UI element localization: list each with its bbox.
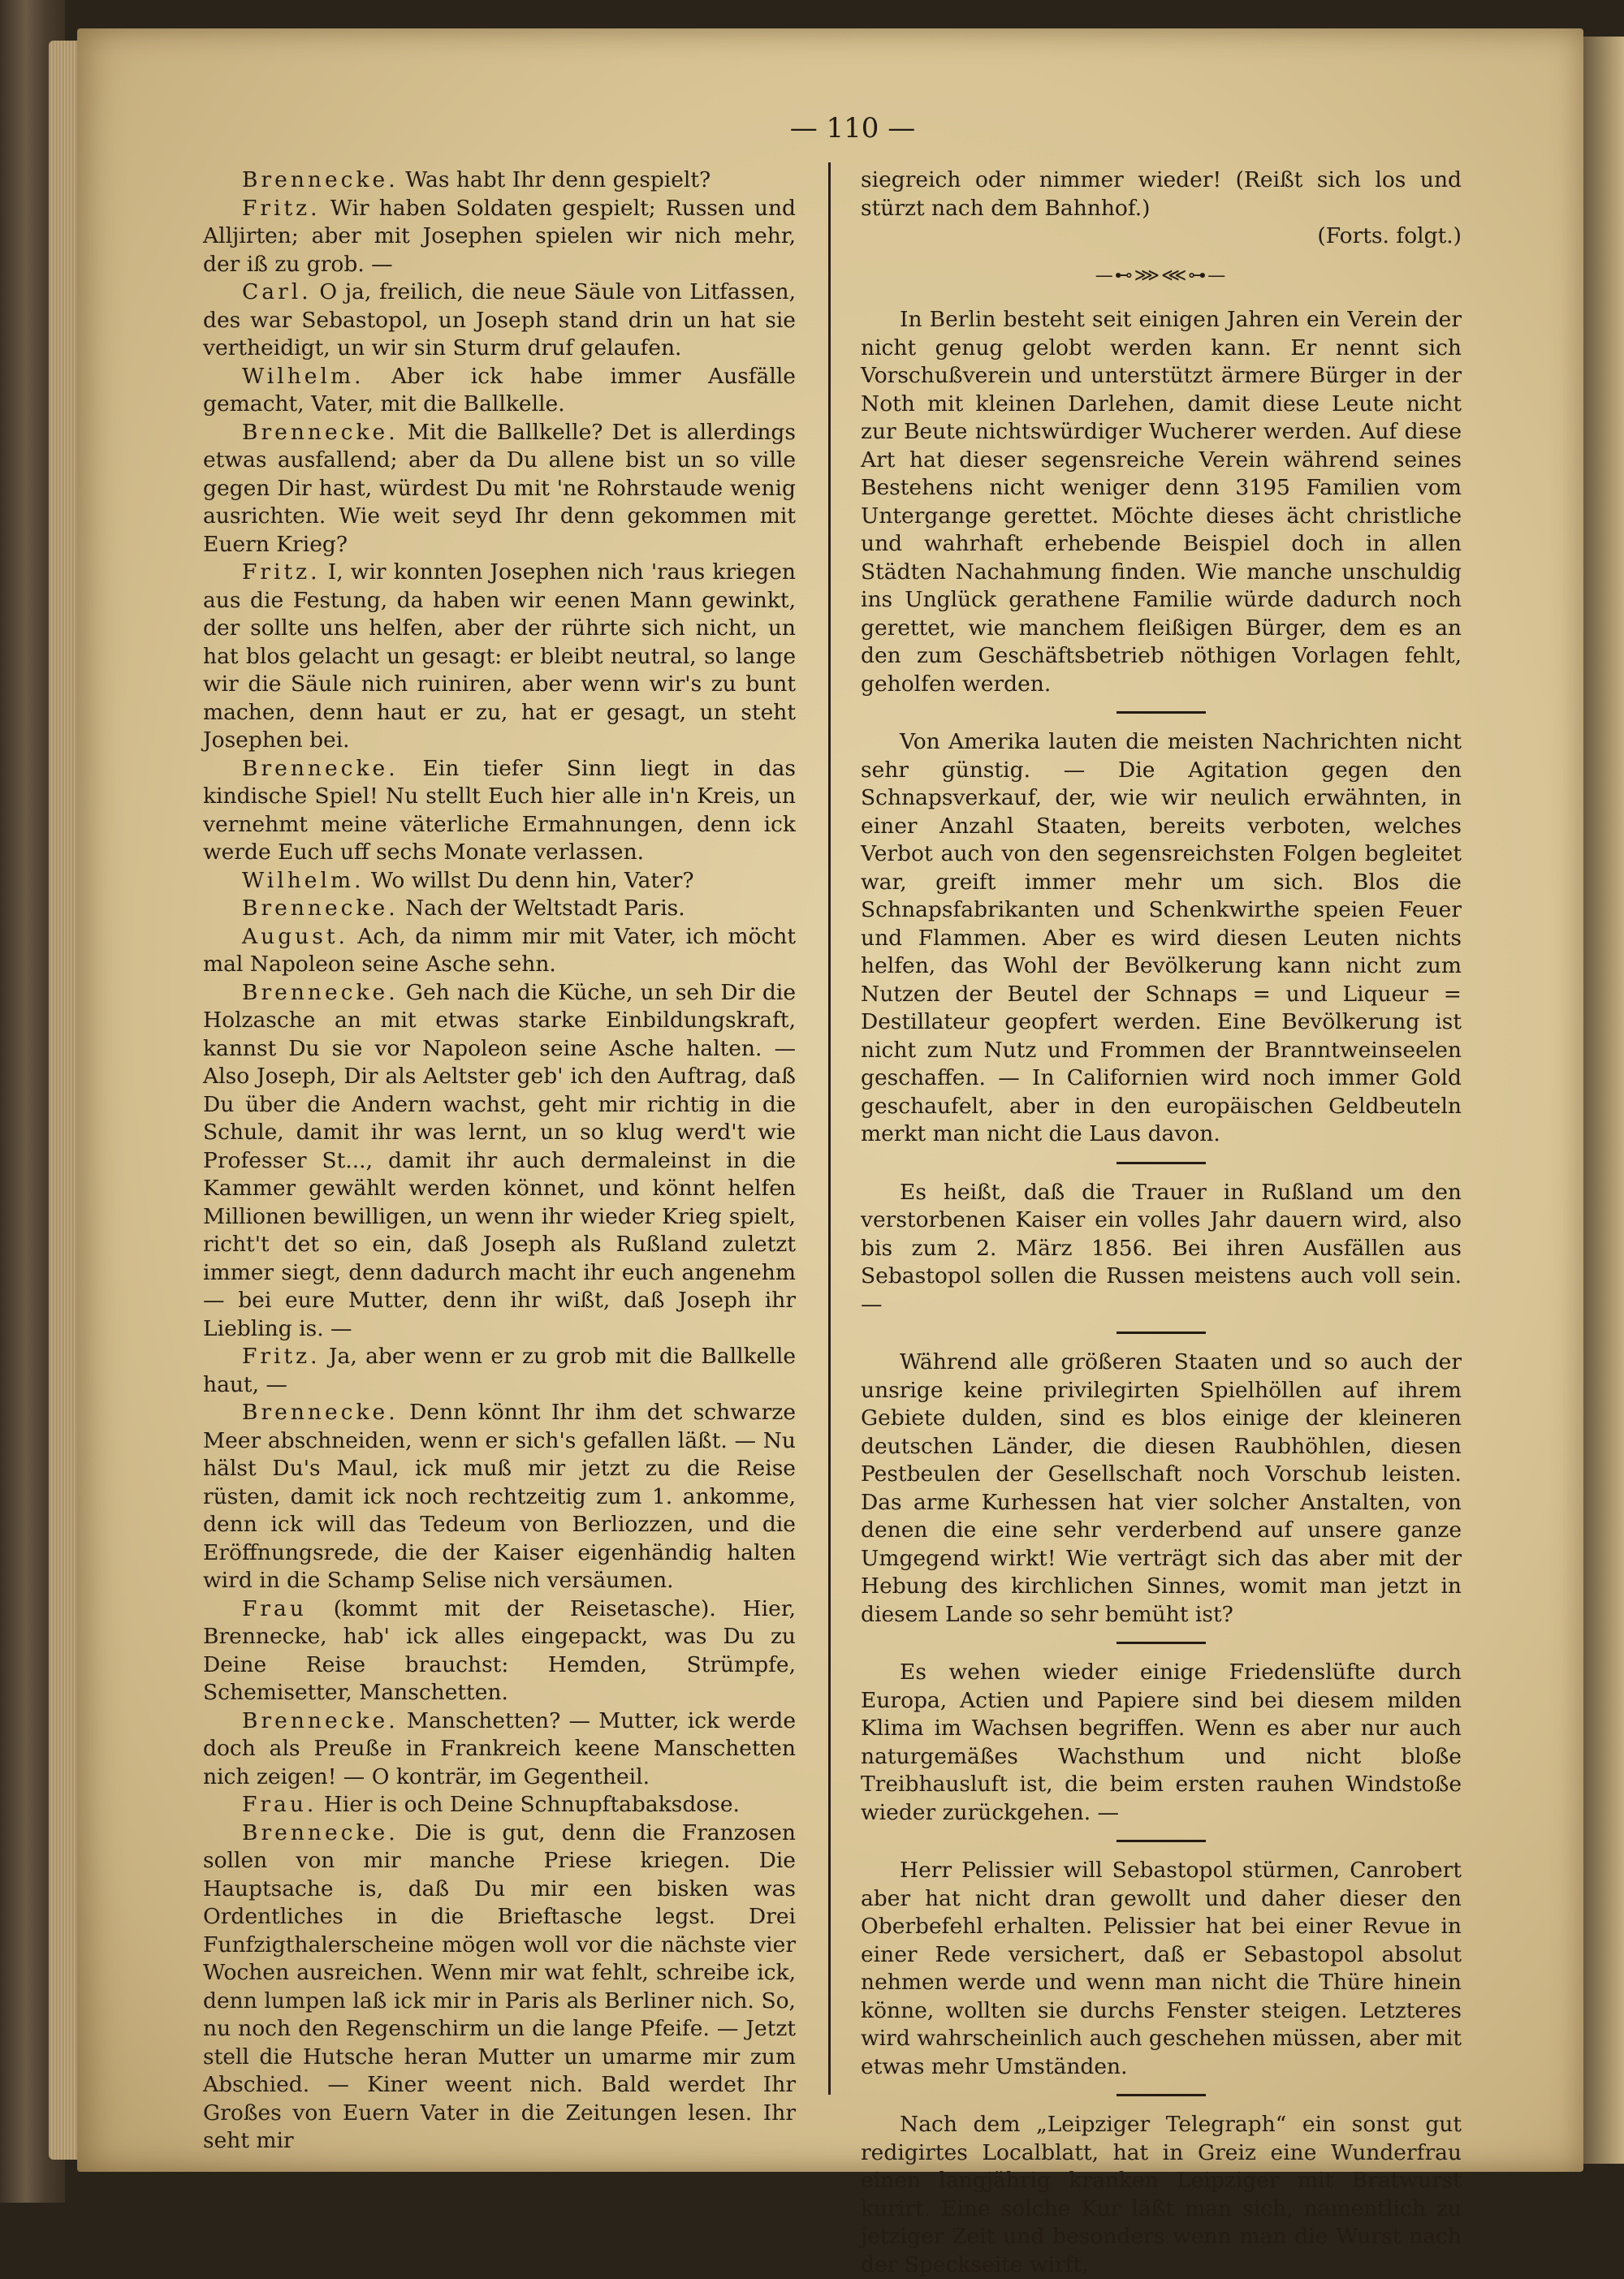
dialogue-line [203,923,796,979]
speaker-name: Fritz. [242,195,321,221]
dialogue-line [203,1819,796,2156]
speaker-name: Brennecke. [242,979,399,1005]
section-rule [1116,1840,1206,1842]
dialogue-line [203,1595,796,1707]
dialogue-text: Hier is och Deine Schnupftabaksdose. [317,1792,740,1817]
dialogue-line [203,195,796,279]
dialogue-text: Manschetten? — Mutter, ick werde doch als Preuße in Frankreich keene Manschetten nich zeigen! — O konträr, im Gegentheil. [203,1707,796,1789]
dialogue-text: (kommt mit der Reisetasche). Hier, Brennecke, hab' ick alles eingepackt, was Du zu Deine Reise brauchst: Hemden, Strümpfe, Schemisetter, Manschetten. [203,1595,796,1705]
dialogue-line [203,559,796,755]
article-russland: Es heißt, daß die Trauer in Rußland um den verstorbenen Kaiser ein volles Jahr dauern wird, also bis zum 2. März 1856. Bei ihren Ausfällen aus Sebastopol sollen die Russen meistens auch voll sein. — [861,1179,1462,1317]
speaker-name: Brennecke. [242,1707,399,1733]
dialogue-text: Ach, da nimm mir mit Vater, ich möcht mal Napoleon seine Asche sehn. [203,923,796,977]
article-pelissier: Herr Pelissier will Sebastopol stürmen, Canrobert aber hat nicht dran gewollt und daher dieser den Oberbefehl erhalten. Pelissier hat bei einer Revue in einer Rede versichert, daß er Sebastopol absolut nehmen werde und wenn man nicht die Thüre hinein könne, wollten sie durchs Fenster steigen. Letzteres wird wahrscheinlich auch geschehen müssen, aber mit etwas mehr Umständen. [861,1858,1462,2079]
speaker-name: Wilhelm. [242,363,365,389]
speaker-name: Brennecke. [242,1400,399,1425]
article-wunderfrau: Nach dem „Leipziger Telegraph“ ein sonst gut redigirtes Localblatt, hat in Greiz eine Wunderfrau einen langjährig kranken Leipziger mit Bratwurst kurirt. Eine solche Kur läßt man sich, namentlich zu jetziger Zeit und besonders wenn man die Wurst nach der Speckseite wirft, [861,2112,1462,2277]
dialogue-text: Wir haben Soldaten gespielt; Russen und Alljirten; aber mit Josephen spielen wir nich mehr, der iß zu grob. — [203,195,796,277]
dialogue-text: Nach der Weltstadt Paris. [398,896,685,921]
article-spielhoellen: Während alle größeren Staaten und so auch der unsrige keine privilegirten Spielhöllen auf ihrem Gebiete dulden, sind es blos einige der kleineren deutschen Länder, die diesen Raubhöhlen, diesen Pestbeulen der Gesellschaft noch Vorschub leisten. Das arme Kurhessen hat vier solcher Anstalten, von denen die eine sehr verderbend auf unsere ganze Umgegend wirkt! Wie verträgt sich das aber mit der Hebung des kirchlichen Sinnes, womit man jetzt in diesem Lande so sehr bemüht ist? [861,1349,1462,1627]
article-friedensluefte: Es wehen wieder einige Friedenslüfte durch Europa, Actien und Papiere sind bei diesem milden Klima im Wachsen begriffen. Wenn es aber nur auch naturgemäßes Wachsthum und nicht bloße Treibhausluft ist, die beim ersten rauhen Windstoße wieder zurückgehen. — [861,1660,1462,1825]
dialogue-line [203,419,796,559]
page-edges [49,41,81,2160]
right-column [861,166,1462,2279]
speaker-name: Fritz. [242,1344,321,1369]
dialogue-line [203,867,796,896]
dialogue-line [203,278,796,363]
column-divider [828,162,831,2095]
page-number: — 110 — [789,112,916,145]
dialogue-text: I, wir konnten Josephen nich 'raus kriegen aus die Festung, da haben wir eenen Mann gewinkt, der sollte uns helfen, aber der rührte sich nicht, un hat blos gelacht un gesagt: er bleibt neutral, so lange wir die Säule nich ruiniren, aber wenn wir's zu bunt machen, denn haut er zu, hat er gesagt, un steht Josephen bei. [203,559,796,753]
dialogue-text: Denn könnt Ihr ihm det schwarze Meer abschneiden, wenn er sich's gefallen läßt. — Nu hälst Du's Maul, ick muß mir jetzt zu die Reise rüsten, damit ick noch rechtzeitig zum 1. ankomme, denn ick will das Tedeum von Berliozzen, und die Eröffnungsrede, die der Kaiser eigenhändig halten wird in die Schamp Selise nich versäumen. [203,1400,796,1593]
dialogue-line [203,895,796,923]
continued-note: (Forts. folgt.) [1317,223,1462,248]
section-rule [1116,1332,1206,1334]
dialogue-text: Geh nach die Küche, un seh Dir die Holzasche an mit etwas starke Einbildungskraft, kannst Du sie vor Napoleon seine Asche halten. — Also Joseph, Dir als Aeltster geb' ich den Auftrag, daß Du über die Andern wachst, geht mir richtig in die Schule, damit ihr was lernt, un so klug werd't wie Professer St..., damit ihr auch dermaleinst in die Kammer gewählt werden könnet, und könnt helfen Millionen bewilligen, un wenn ihr wieder Krieg spielt, richt't det so ein, daß Joseph als Rußland zuletzt immer siegt, denn dadurch macht ihr euch angenehm — bei eure Mutter, denn ihr wißt, daß Joseph ihr Liebling is. — [203,979,796,1341]
play-continuation: siegreich oder nimmer wieder! (Reißt sich los und stürzt nach dem Bahnhof.) [861,167,1462,221]
ornament-divider: —⊷⋙⋘⊶— [1095,265,1228,286]
section-rule [1116,1162,1206,1164]
speaker-name: Carl. [242,279,312,304]
section-rule [1116,711,1206,714]
dialogue-text: Aber ick habe immer Ausfälle gemacht, Vater, mit die Ballkelle. [203,363,796,417]
dialogue-text: Was habt Ihr denn gespielt? [398,167,711,192]
speaker-name: Frau [242,1595,307,1621]
dialogue-text: Ein tiefer Sinn liegt in das kindische Spiel! Nu stellt Euch hier alle in'n Kreis, un vernehmt meine väterliche Ermahnungen, denn ick werde Euch uff sechs Monate verlassen. [203,755,796,865]
speaker-name: Brennecke. [242,167,399,192]
dialogue-line [203,363,796,419]
article-amerika: Von Amerika lauten die meisten Nachrichten nicht sehr günstig. — Die Agitation gegen den Schnapsverkauf, der, wie wir neulich erwähnten, in einer Anzahl Staaten, bereits verboten, welches Verbot auch von den segensreichsten Folgen begleitet war, greift immer mehr um sich. Blos die Schnapsfabrikanten und Schenkwirthe speien Feuer und Flammen. Aber es wird diesen Leuten nichts helfen, das Wohl der Bevölkerung kann nicht zum Nutzen der Beutel der Schnaps = und Liqueur = Destillateur geopfert werden. Eine Bevölkerung ist nicht zum Nutz und Frommen der Branntweinseelen geschaffen. — In Californien wird noch immer Gold geschaufelt, aber in den europäischen Geldbeuteln merkt man nicht die Laus davon. [861,729,1462,1146]
dialogue-line [203,1791,796,1819]
speaker-name: Brennecke. [242,896,399,921]
facing-page-edge [1583,37,1624,2164]
dialogue-text: Wo willst Du denn hin, Vater? [364,867,694,893]
speaker-name: Frau. [242,1792,317,1817]
article-vorschussverein: In Berlin besteht seit einigen Jahren ein Verein der nicht genug gelobt werden kann. Er nennt sich Vorschußverein und unterstützt ärmere Bürger in der Noth mit kleinen Darlehen, damit diese Leute nicht zur Beute nichtswürdiger Wucherer werden. Auf diese Art hat dieser segensreiche Verein während seines Bestehens nicht weniger denn 3195 Familien vom Untergange gerettet. Möchte dieses ächt christliche und wahrhaft erhebende Beispiel doch in allen Städten Nachahmung finden. Wie manche unschuldig ins Unglück gerathene Familie würde dadurch noch gerettet, wie manchem fleißigen Bürger, dem es an den zum Geschäftsbetrieb nöthigen Vorlagen fehlt, geholfen werden. [861,307,1462,697]
section-rule [1116,2094,1206,2096]
dialogue-text: Mit die Ballkelle? Det is allerdings etwas ausfallend; aber da Du allene bist un so ville gegen Dir hast, würdest Du mit 'ne Rohrstaude wenig ausrichten. Wie weit seyd Ihr denn gekommen mit Euern Krieg? [203,419,796,557]
section-rule [1116,1642,1206,1644]
dialogue-line [203,1399,796,1595]
dialogue-line [203,166,796,195]
dialogue-text: O ja, freilich, die neue Säule von Litfassen, des war Sebastopol, un Joseph stand drin un hat sie vertheidigt, un wir sin Sturm druf gelaufen. [203,279,796,360]
dialogue-line [203,1707,796,1792]
speaker-name: Brennecke. [242,1819,399,1845]
left-column [203,166,796,2156]
dialogue-line [203,979,796,1344]
speaker-name: Brennecke. [242,755,399,781]
dialogue-line [203,755,796,867]
dialogue-text: Ja, aber wenn er zu grob mit die Ballkelle haut, — [203,1344,796,1397]
speaker-name: Fritz. [242,559,321,585]
speaker-name: Wilhelm. [242,867,365,893]
dialogue-line [203,1343,796,1399]
speaker-name: August. [242,923,348,949]
speaker-name: Brennecke. [242,419,399,445]
dialogue-text: Die is gut, denn die Franzosen sollen von mir manche Priese kriegen. Die Hauptsache is, daß Du mir een bisken was Ordentliches in die Brieftasche legst. Drei Funfzigthalerscheine mögen woll vor die nächste vier Wochen ausreichen. Wenn mir wat fehlt, schreibe ick, denn lumpen laß ick mir in Paris als Berliner nich. So, nu noch den Regenschirm un die lange Pfeife. — Jetzt stell die Hutsche heran Mutter un umarme mir zum Abschied. — Kiner weent nich. Bald werdet Ihr Großes von Euern Vater in die Zeitungen lesen. Ihr seht mir [203,1819,796,2153]
